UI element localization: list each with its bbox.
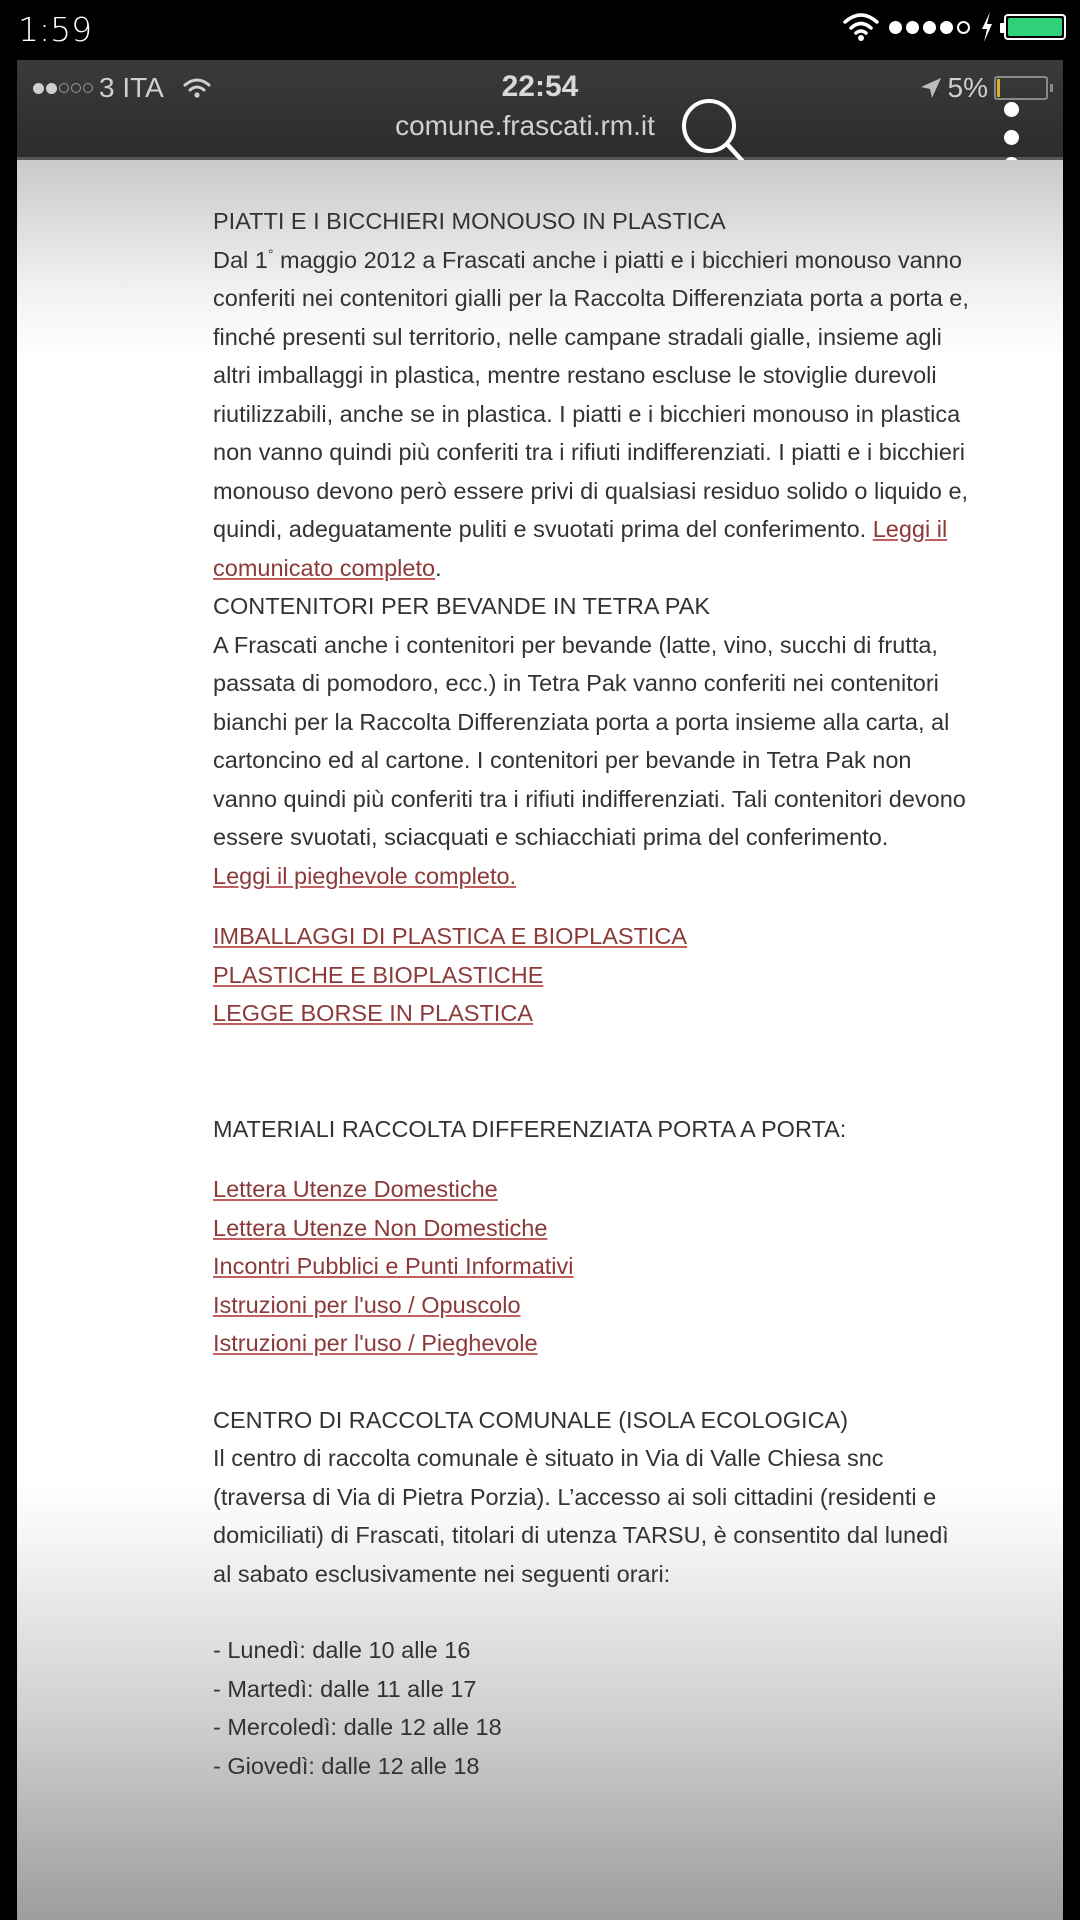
section-heading: PIATTI E I BICCHIERI MONOUSO IN PLASTICA: [213, 208, 726, 234]
link-istruzioni-pieghevole[interactable]: Istruzioni per l'uso / Pieghevole: [213, 1330, 538, 1356]
cell-signal-icon: [889, 21, 970, 34]
section-heading: MATERIALI RACCOLTA DIFFERENZIATA PORTA A PORTA:: [213, 1115, 847, 1142]
web-page: [17, 160, 1063, 1920]
link-istruzioni-opuscolo[interactable]: Istruzioni per l'uso / Opuscolo: [213, 1291, 521, 1318]
link-incontri-pubblici[interactable]: Incontri Pubblici e Punti Informativi: [213, 1253, 574, 1279]
link-pieghevole-completo[interactable]: Leggi il pieghevole completo.: [213, 862, 517, 889]
system-status-bar: [0, 0, 1080, 60]
battery-icon: [1004, 14, 1066, 40]
link-comunicato-completo[interactable]: Leggi il comunicato completo: [213, 516, 948, 581]
hours-item: - Lunedì: dalle 10 alle 16: [213, 1637, 471, 1663]
system-indicators: [843, 12, 1066, 42]
section-centro-raccolta: [213, 1401, 973, 1786]
hours-item: - Martedì: dalle 11 alle 17: [213, 1675, 477, 1702]
link-lettera-domestiche[interactable]: Lettera Utenze Domestiche: [213, 1176, 498, 1202]
browser-header: [17, 60, 1063, 160]
wifi-icon: [843, 12, 879, 42]
plastic-links: [213, 917, 973, 1033]
link-imballaggi-plastica[interactable]: IMBALLAGGI DI PLASTICA E BIOPLASTICA: [213, 923, 688, 949]
battery-fill: [1008, 18, 1062, 36]
section-piatti: [213, 202, 973, 587]
inner-battery-percent: 5%: [947, 72, 988, 103]
inner-screenshot: [17, 60, 1063, 1920]
system-clock: 1:59: [18, 10, 93, 49]
section-text: Il centro di raccolta comunale è situato in Via di Valle Chiesa snc (traversa di Via di Pietra Porzia). L’accesso ai soli cittadini (residenti e domiciliati) di Frascati, titolari di utenza TARSU, è consentito dal lunedì al sabato esclusivamente nei seguenti orari:: [213, 1445, 949, 1587]
carrier-name: 3 ITA: [99, 72, 164, 103]
inner-battery-icon: [994, 76, 1048, 100]
link-legge-borse[interactable]: LEGGE BORSE IN PLASTICA: [213, 1000, 533, 1026]
inner-indicators: [920, 72, 1053, 104]
section-text: A Frascati anche i contenitori per bevande (latte, vino, succhi di frutta, passata di pomodoro, ecc.) in Tetra Pak vanno conferiti nei contenitori bianchi per la Raccolta Differenziata porta a porta insieme alla carta, al cartoncino ed al cartone. I contenitori per bevande in Tetra Pak non vanno quindi più conferiti tra i rifiuti indifferenziati. Tali contenitori devono essere svuotati, sciacquati e schiacchiati prima del conferimento.: [213, 631, 966, 850]
section-heading: CENTRO DI RACCOLTA COMUNALE (ISOLA ECOLOGICA): [213, 1406, 849, 1433]
section-materiali: [213, 1110, 973, 1363]
hours-item: - Giovedì: dalle 12 alle 18: [213, 1752, 480, 1779]
section-tetrapak: [213, 587, 973, 895]
article-content: [213, 202, 973, 1785]
section-heading: CONTENITORI PER BEVANDE IN TETRA PAK: [213, 593, 711, 619]
url-bar[interactable]: comune.frascati.rm.it: [395, 110, 655, 141]
inner-clock: 22:54: [501, 70, 579, 103]
charging-bolt-icon: [980, 12, 994, 42]
link-plastiche-bioplastiche[interactable]: PLASTICHE E BIOPLASTICHE: [213, 961, 544, 988]
section-text: Dal 1° maggio 2012 a Frascati anche i piatti e i bicchieri monouso vanno conferiti nei contenitori gialli per la Raccolta Differenziata porta a porta e, finché presenti sul territorio, nelle campane stradali gialle, insieme agli altri imballaggi in plastica, mentre restano escluse le stoviglie durevoli riutilizzabili, anche se in plastica. I piatti e i bicchieri monouso in plastica non vanno quindi più conferiti tra i rifiuti indifferenziati. I piatti e i bicchieri monouso devono però essere privi di qualsiasi residuo solido o liquido e, quindi, adeguatamente puliti e svuotati prima del conferimento. Leggi il comunicato completo.: [213, 245, 969, 581]
location-arrow-icon: [920, 77, 942, 99]
link-lettera-non-domestiche[interactable]: Lettera Utenze Non Domestiche: [213, 1214, 548, 1241]
hours-item: - Mercoledì: dalle 12 alle 18: [213, 1714, 502, 1740]
